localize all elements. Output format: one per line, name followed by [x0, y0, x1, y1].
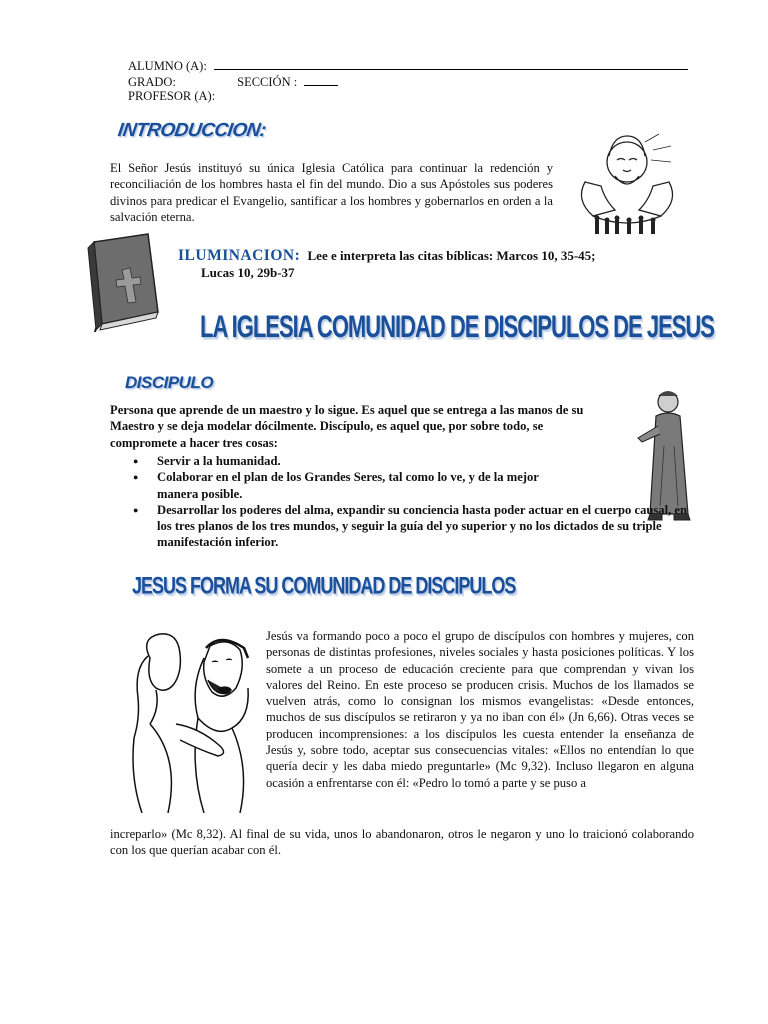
jesus-disciple-illustration	[120, 628, 260, 813]
alumno-label: ALUMNO (A):	[128, 59, 207, 73]
intro-heading: INTRODUCCION:	[116, 120, 268, 141]
iluminacion-label: ILUMINACION:	[178, 247, 301, 264]
jesus-hands-illustration	[565, 130, 685, 245]
bullet-item: ● Colaborar en el plan de los Grandes Seres, tal como lo ve, y de la mejor manera posible.	[110, 469, 557, 502]
seccion-label: SECCIÓN :	[237, 75, 298, 89]
seccion-blank[interactable]	[304, 74, 338, 86]
comunidad-paragraph: Jesús va formando poco a poco el grupo de discípulos con hombres y mujeres, con personas de distintas profesiones, niveles sociales y hasta posiciones políticas. Y los somete a un proceso de educación creciente para que comprendan y vivan los valores del Reino. En este proceso se producen crisis. Muchos de los llamados se vuelven atrás, como lo consignan los mismos evangelistas: «Desde entonces, muchos de sus discípulos se retiraron y ya no iban con él» (Jn 6,66). Otras veces se producen incomprensiones: a los discípulos les cuesta entender la enseñanza de Jesús y, sobre todo, aceptar sus consecuencias vitales: «Ellos no entendían lo que quería decir y les daba miedo preguntarle» (Mc 9,32). Incluso llegaron en alguna ocasión a enfrentarse con él: «Pedro lo tomó a parte y se puso a	[266, 629, 694, 790]
grado-label: GRADO:	[128, 75, 176, 89]
iluminacion-block	[178, 247, 688, 281]
bullet-item: ● Servir a la humanidad.	[110, 453, 700, 469]
intro-paragraph: El Señor Jesús instituyó su única Iglesia Católica para continuar la redención y reconciliación de los hombres hasta el fin del mundo. Dio a sus Apóstoles sus poderes divinos para predicar el Evangelio, santificar a los hombres y gobernarlos en orden a la salvación eterna.	[110, 161, 553, 224]
profesor-label: PROFESOR (A):	[128, 89, 216, 103]
discipulo-bullets	[110, 453, 700, 551]
discipulo-definition: Persona que aprende de un maestro y lo sigue. Es aquel que se entrega a las manos de su Maestro y se deja modelar dócilmente. Discípulo, es aquel que, por sobre todo, se compromete a hacer tres cosas:	[110, 403, 584, 450]
comunidad-paragraph-end: increparlo» (Mc 8,32). Al final de su vida, unos lo abandonaron, otros le negaron y uno lo traicionó colaborando con los que querían acabar con él.	[110, 827, 694, 858]
iluminacion-text-1: Lee e interpreta las citas bíblicas: Marcos 10, 35-45;	[307, 248, 596, 263]
alumno-blank[interactable]	[214, 58, 688, 70]
discipulo-heading: DISCIPULO	[125, 373, 214, 392]
bible-illustration	[82, 232, 164, 332]
main-title: LA IGLESIA COMUNIDAD DE DISCIPULOS DE JESUS	[200, 308, 714, 345]
bullet-item: ● Desarrollar los poderes del alma, expandir su conciencia hasta poder actuar en el cuerpo causal, en los tres planos de los tres mundos, y seguir la guía del yo superior y no los dictados de su triple manifestación inferior.	[110, 502, 697, 551]
iluminacion-text-2: Lucas 10, 29b-37	[201, 265, 295, 280]
student-header	[128, 58, 708, 104]
comunidad-heading: JESUS FORMA SU COMUNIDAD DE DISCIPULOS	[132, 572, 516, 599]
